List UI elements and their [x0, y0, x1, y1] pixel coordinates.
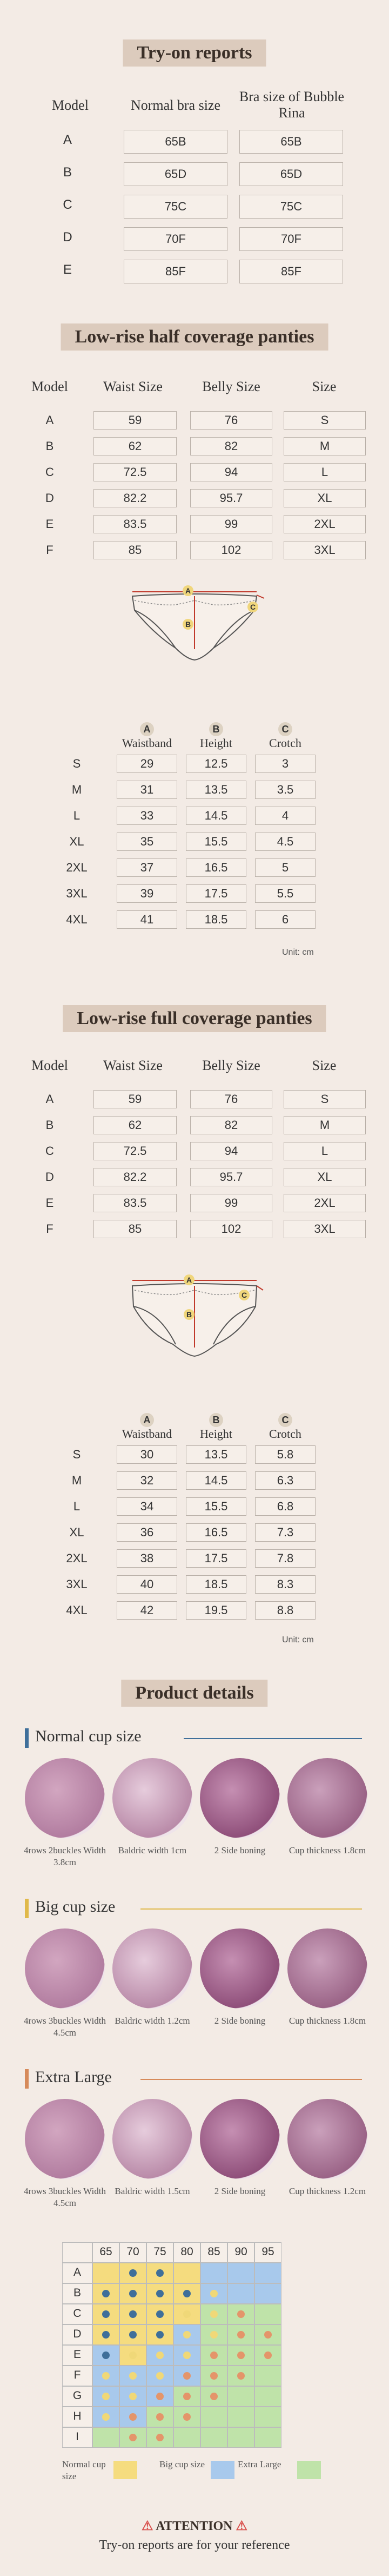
half-measure-size: 4XL [66, 913, 88, 926]
half-cell-waist: 83.5 [93, 515, 177, 533]
grid-cell [227, 2263, 254, 2283]
full-measure-cell-b: 18.5 [186, 1575, 246, 1594]
full-cell-waist: 59 [93, 1090, 177, 1108]
full-cell-belly: 99 [190, 1194, 272, 1212]
full-cell-size: S [284, 1090, 366, 1108]
full-header-belly: Belly Size [202, 1058, 260, 1073]
legend-swatch [297, 2461, 321, 2479]
tryon-row-model: E [63, 262, 72, 277]
grid-dot [183, 2331, 191, 2339]
grid-dot [129, 2434, 137, 2441]
full-cell-belly: 82 [190, 1116, 272, 1134]
tryon-header-bubble: Bra size of Bubble Rina [239, 89, 345, 121]
tryon-cell-normal: 75C [124, 195, 227, 219]
half-measure-size: XL [69, 835, 84, 848]
grid-cell [92, 2427, 119, 2448]
full-measure-cell-c: 5.8 [255, 1445, 316, 1464]
full-measure-cell-a: 30 [117, 1445, 177, 1464]
grid-col-label: 70 [126, 2245, 139, 2258]
group-color-bar [25, 1899, 29, 1918]
product-photo-1 [25, 1758, 105, 1838]
half-measure-cell-c: 4.5 [255, 833, 316, 851]
full-cell-waist: 72.5 [93, 1142, 177, 1160]
product-photo-2 [112, 1758, 192, 1838]
full-cell-belly: 95.7 [190, 1168, 272, 1186]
half-cell-belly: 82 [190, 437, 272, 455]
photo-caption: 2 Side boning [214, 2016, 266, 2026]
product-photo-2 [112, 1928, 192, 2009]
full-header-waist: Waist Size [103, 1058, 163, 1073]
full-measure-letter-c: C [278, 1413, 292, 1427]
grid-dot [183, 2413, 191, 2421]
half-cell-size: S [284, 411, 366, 430]
grid-dot [183, 2310, 191, 2318]
photo-caption: Baldric width 1.2cm [115, 2016, 190, 2026]
grid-row-label: C [73, 2307, 82, 2320]
grid-cell [254, 2263, 281, 2283]
half-cell-waist: 72.5 [93, 463, 177, 481]
grid-cell [227, 2283, 254, 2304]
grid-dot [210, 2372, 218, 2380]
full-measure-header-b: Height [200, 1427, 232, 1441]
legend-label: Extra Large [238, 2459, 281, 2469]
grid-row-label: D [73, 2328, 82, 2340]
full-measure-cell-b: 14.5 [186, 1471, 246, 1490]
grid-cell [227, 2386, 254, 2407]
tryon-cell-normal: 85F [124, 260, 227, 283]
full-row-model: A [45, 1092, 54, 1106]
tryon-cell-bubble: 85F [239, 260, 343, 283]
half-cell-waist: 82.2 [93, 489, 177, 507]
full-title: Low-rise full coverage panties [63, 1005, 326, 1032]
full-cell-size: L [284, 1142, 366, 1160]
grid-dot [210, 2331, 218, 2339]
grid-corner [62, 2242, 92, 2263]
tryon-cell-normal: 70F [124, 227, 227, 251]
tryon-title: Try-on reports [123, 39, 266, 67]
half-cell-waist: 59 [93, 411, 177, 430]
grid-col-label: 90 [234, 2245, 247, 2258]
half-header-size: Size [312, 379, 337, 394]
grid-dot [102, 2290, 110, 2297]
half-measure-cell-c: 5 [255, 858, 316, 877]
grid-dot [237, 2331, 245, 2339]
tryon-header-normal: Normal bra size [130, 97, 221, 113]
full-cell-waist: 62 [93, 1116, 177, 1134]
product-photo-3 [200, 2099, 280, 2179]
half-measure-cell-b: 17.5 [186, 884, 246, 903]
full-measure-size: XL [69, 1525, 84, 1539]
grid-dot [129, 2310, 137, 2318]
half-header-waist: Waist Size [103, 379, 163, 394]
group-color-bar [25, 2069, 29, 2089]
full-measure-letter-b: B [209, 1413, 223, 1427]
full-cell-belly: 94 [190, 1142, 272, 1160]
legend-swatch [211, 2461, 234, 2479]
half-cell-belly: 94 [190, 463, 272, 481]
half-measure-header-a: Waistband [122, 736, 172, 750]
full-measure-cell-c: 8.3 [255, 1575, 316, 1594]
full-measure-size: 2XL [66, 1551, 88, 1565]
full-measure-cell-b: 16.5 [186, 1523, 246, 1542]
half-row-model: C [45, 465, 54, 479]
half-measure-cell-b: 15.5 [186, 833, 246, 851]
photo-caption: Cup thickness 1.8cm [289, 2016, 366, 2026]
tryon-cell-bubble: 65B [239, 130, 343, 154]
half-row-model: A [45, 413, 54, 427]
group-name: Big cup size [35, 1898, 116, 1916]
grid-dot [102, 2331, 110, 2339]
tryon-cell-bubble: 70F [239, 227, 343, 251]
grid-dot [129, 2269, 137, 2277]
half-cell-belly: 76 [190, 411, 272, 430]
warning-icon: ⚠ [236, 2519, 247, 2533]
grid-dot [210, 2310, 218, 2318]
grid-dot [129, 2413, 137, 2421]
full-measure-cell-b: 19.5 [186, 1601, 246, 1620]
full-measure-cell-c: 7.3 [255, 1523, 316, 1542]
full-header-size: Size [312, 1058, 337, 1073]
full-diagram-label-a: A [184, 1274, 194, 1285]
half-measure-cell-a: 33 [117, 807, 177, 825]
full-cell-size: XL [284, 1168, 366, 1186]
grid-dot [102, 2310, 110, 2318]
grid-dot [183, 2290, 191, 2297]
grid-dot [183, 2372, 191, 2380]
product-photo-3 [200, 1758, 280, 1838]
grid-cell [254, 2386, 281, 2407]
grid-dot [156, 2434, 164, 2441]
grid-dot [237, 2352, 245, 2359]
full-cell-waist: 83.5 [93, 1194, 177, 1212]
half-cell-size: 3XL [284, 541, 366, 559]
full-row-model: C [45, 1144, 54, 1158]
full-measure-cell-b: 17.5 [186, 1549, 246, 1568]
grid-col-label: 65 [99, 2245, 112, 2258]
full-measure-cell-c: 6.3 [255, 1471, 316, 1490]
group-color-bar [25, 1728, 29, 1748]
grid-dot [237, 2372, 245, 2380]
half-header-model: Model [31, 379, 68, 394]
full-measure-size: S [72, 1448, 81, 1461]
full-row-model: D [45, 1170, 54, 1184]
grid-dot [156, 2352, 164, 2359]
full-measure-cell-a: 38 [117, 1549, 177, 1568]
half-cell-belly: 95.7 [190, 489, 272, 507]
product-photo-4 [287, 1758, 367, 1838]
half-measure-cell-a: 29 [117, 755, 177, 773]
grid-cell [173, 2427, 200, 2448]
full-diagram-label-b: B [184, 1309, 194, 1320]
full-measure-cell-b: 15.5 [186, 1497, 246, 1516]
tryon-row-model: A [63, 133, 72, 147]
half-cell-size: L [284, 463, 366, 481]
photo-caption: Baldric width 1cm [118, 1845, 187, 1855]
group-name: Normal cup size [35, 1727, 142, 1745]
grid-dot [156, 2290, 164, 2297]
half-measure-size: 2XL [66, 861, 88, 874]
half-row-model: F [46, 543, 53, 557]
photo-caption: Cup thickness 1.2cm [289, 2186, 366, 2196]
legend-swatch [113, 2461, 137, 2479]
half-panty-diagram [122, 584, 267, 665]
half-unit: Unit: cm [282, 948, 314, 957]
half-row-model: D [45, 491, 54, 505]
warning-icon: ⚠ [142, 2519, 153, 2533]
half-measure-header-b: Height [200, 736, 232, 750]
grid-dot [156, 2413, 164, 2421]
grid-dot [129, 2331, 137, 2339]
photo-caption: 4rows 3buckles Width 4.5cm [24, 2186, 106, 2208]
half-cell-size: M [284, 437, 366, 455]
full-measure-size: 3XL [66, 1577, 88, 1591]
product-photo-1 [25, 1928, 105, 2009]
group-divider [140, 1908, 362, 1910]
tryon-cell-bubble: 75C [239, 195, 343, 219]
grid-cell [200, 2263, 227, 2283]
half-measure-cell-c: 6 [255, 910, 316, 929]
tryon-row-model: C [63, 197, 72, 212]
full-cell-waist: 85 [93, 1220, 177, 1238]
full-cell-belly: 102 [190, 1220, 272, 1238]
photo-caption: 4rows 3buckles Width 4.5cm [24, 2016, 106, 2038]
grid-cell [227, 2407, 254, 2427]
grid-dot [156, 2393, 164, 2400]
photo-caption: 4rows 2buckles Width 3.8cm [24, 1845, 106, 1867]
grid-row-label: G [72, 2389, 82, 2402]
full-measure-cell-a: 36 [117, 1523, 177, 1542]
group-divider [184, 1738, 362, 1739]
half-measure-letter-b: B [209, 722, 223, 736]
half-measure-cell-c: 3 [255, 755, 316, 773]
tryon-header-model: Model [52, 97, 89, 113]
grid-row-label: B [73, 2287, 81, 2299]
product-photo-4 [287, 2099, 367, 2179]
grid-dot [156, 2310, 164, 2318]
grid-dot [210, 2393, 218, 2400]
grid-dot [264, 2331, 272, 2339]
attention-block [0, 2518, 389, 2553]
grid-row-label: I [76, 2430, 79, 2443]
grid-dot [183, 2393, 191, 2400]
group-name: Extra Large [35, 2068, 112, 2086]
full-diagram-label-c: C [239, 1290, 250, 1300]
grid-dot [156, 2372, 164, 2380]
diagram-label-c: C [247, 602, 258, 612]
full-cell-size: 3XL [284, 1220, 366, 1238]
diagram-label-a: A [183, 585, 193, 596]
photo-caption: 2 Side boning [214, 2186, 266, 2196]
grid-dot [210, 2352, 218, 2359]
grid-cell [254, 2427, 281, 2448]
grid-cell [92, 2263, 119, 2283]
full-measure-cell-a: 32 [117, 1471, 177, 1490]
grid-dot [129, 2290, 137, 2297]
product-photo-2 [112, 2099, 192, 2179]
half-measure-size: M [71, 783, 82, 796]
full-measure-size: M [71, 1474, 82, 1487]
photo-caption: 2 Side boning [214, 1845, 266, 1855]
half-cell-belly: 99 [190, 515, 272, 533]
grid-row-label: E [73, 2348, 81, 2361]
half-measure-size: S [72, 757, 81, 770]
grid-col-label: 75 [153, 2245, 166, 2258]
half-measure-size: L [73, 809, 81, 822]
product-photo-4 [287, 1928, 367, 2009]
half-measure-cell-c: 4 [255, 807, 316, 825]
half-header-belly: Belly Size [202, 379, 260, 394]
half-measure-cell-c: 5.5 [255, 884, 316, 903]
tryon-cell-bubble: 65D [239, 162, 343, 186]
legend-label: Big cup size [159, 2459, 205, 2469]
grid-cell [254, 2366, 281, 2386]
grid-dot [210, 2290, 218, 2297]
grid-cell [200, 2407, 227, 2427]
half-row-model: B [45, 439, 54, 453]
tryon-row-model: D [63, 230, 72, 245]
grid-cell [254, 2283, 281, 2304]
half-measure-cell-b: 18.5 [186, 910, 246, 929]
full-unit: Unit: cm [282, 1635, 314, 1644]
full-row-model: B [45, 1118, 54, 1132]
grid-cell [173, 2263, 200, 2283]
half-measure-cell-b: 14.5 [186, 807, 246, 825]
grid-dot [102, 2372, 110, 2380]
half-measure-cell-a: 37 [117, 858, 177, 877]
full-cell-size: M [284, 1116, 366, 1134]
attention-title: ATTENTION [156, 2519, 233, 2533]
full-measure-cell-a: 34 [117, 1497, 177, 1516]
grid-row-label: H [73, 2410, 82, 2422]
half-measure-letter-a: A [140, 722, 154, 736]
full-row-model: F [46, 1222, 53, 1236]
half-cell-belly: 102 [190, 541, 272, 559]
grid-cell [200, 2427, 227, 2448]
full-measure-header-c: Crotch [269, 1427, 301, 1441]
grid-dot [156, 2269, 164, 2277]
full-measure-header-a: Waistband [122, 1427, 172, 1441]
grid-dot [102, 2413, 110, 2421]
half-measure-cell-a: 41 [117, 910, 177, 929]
legend-label: Normal cup size [62, 2459, 106, 2481]
half-cell-size: 2XL [284, 515, 366, 533]
tryon-cell-normal: 65B [124, 130, 227, 154]
grid-dot [237, 2310, 245, 2318]
full-measure-cell-b: 13.5 [186, 1445, 246, 1464]
full-measure-size: 4XL [66, 1603, 88, 1617]
half-measure-size: 3XL [66, 887, 88, 900]
half-measure-letter-c: C [278, 722, 292, 736]
photo-caption: Cup thickness 1.8cm [289, 1845, 366, 1855]
tryon-row-model: B [63, 165, 72, 180]
full-measure-cell-a: 42 [117, 1601, 177, 1620]
full-measure-letter-a: A [140, 1413, 154, 1427]
grid-cell [227, 2427, 254, 2448]
grid-dot [129, 2352, 137, 2359]
half-measure-cell-b: 16.5 [186, 858, 246, 877]
full-measure-cell-c: 6.8 [255, 1497, 316, 1516]
diagram-label-b: B [183, 619, 193, 630]
full-panty-diagram [122, 1274, 267, 1360]
half-measure-header-c: Crotch [269, 736, 301, 750]
full-measure-cell-c: 7.8 [255, 1549, 316, 1568]
grid-row-label: A [73, 2266, 81, 2278]
grid-cell [254, 2304, 281, 2324]
half-measure-cell-b: 13.5 [186, 781, 246, 799]
half-measure-cell-b: 12.5 [186, 755, 246, 773]
grid-dot [156, 2331, 164, 2339]
full-measure-size: L [73, 1500, 81, 1513]
full-cell-waist: 82.2 [93, 1168, 177, 1186]
details-title: Product details [121, 1680, 267, 1707]
half-cell-waist: 85 [93, 541, 177, 559]
full-header-model: Model [31, 1058, 68, 1073]
full-measure-cell-a: 40 [117, 1575, 177, 1594]
grid-dot [129, 2393, 137, 2400]
half-measure-cell-a: 31 [117, 781, 177, 799]
photo-caption: Baldric width 1.5cm [115, 2186, 190, 2196]
half-title: Low-rise half coverage panties [61, 323, 328, 351]
half-measure-cell-c: 3.5 [255, 781, 316, 799]
grid-dot [102, 2352, 110, 2359]
grid-cell [254, 2407, 281, 2427]
full-measure-cell-c: 8.8 [255, 1601, 316, 1620]
half-row-model: E [45, 517, 54, 531]
grid-dot [102, 2393, 110, 2400]
grid-row-label: F [73, 2369, 81, 2381]
half-measure-cell-a: 39 [117, 884, 177, 903]
group-divider [140, 2079, 362, 2080]
grid-dot [129, 2372, 137, 2380]
half-measure-cell-a: 35 [117, 833, 177, 851]
full-cell-size: 2XL [284, 1194, 366, 1212]
half-cell-waist: 62 [93, 437, 177, 455]
grid-col-label: 80 [180, 2245, 193, 2258]
grid-col-label: 95 [261, 2245, 274, 2258]
grid-dot [183, 2352, 191, 2359]
half-cell-size: XL [284, 489, 366, 507]
product-photo-3 [200, 1928, 280, 2009]
grid-col-label: 85 [207, 2245, 220, 2258]
full-row-model: E [45, 1196, 54, 1210]
attention-text: Try-on reports are for your reference [99, 2538, 290, 2552]
grid-dot [264, 2352, 272, 2359]
tryon-cell-normal: 65D [124, 162, 227, 186]
full-cell-belly: 76 [190, 1090, 272, 1108]
product-photo-1 [25, 2099, 105, 2179]
